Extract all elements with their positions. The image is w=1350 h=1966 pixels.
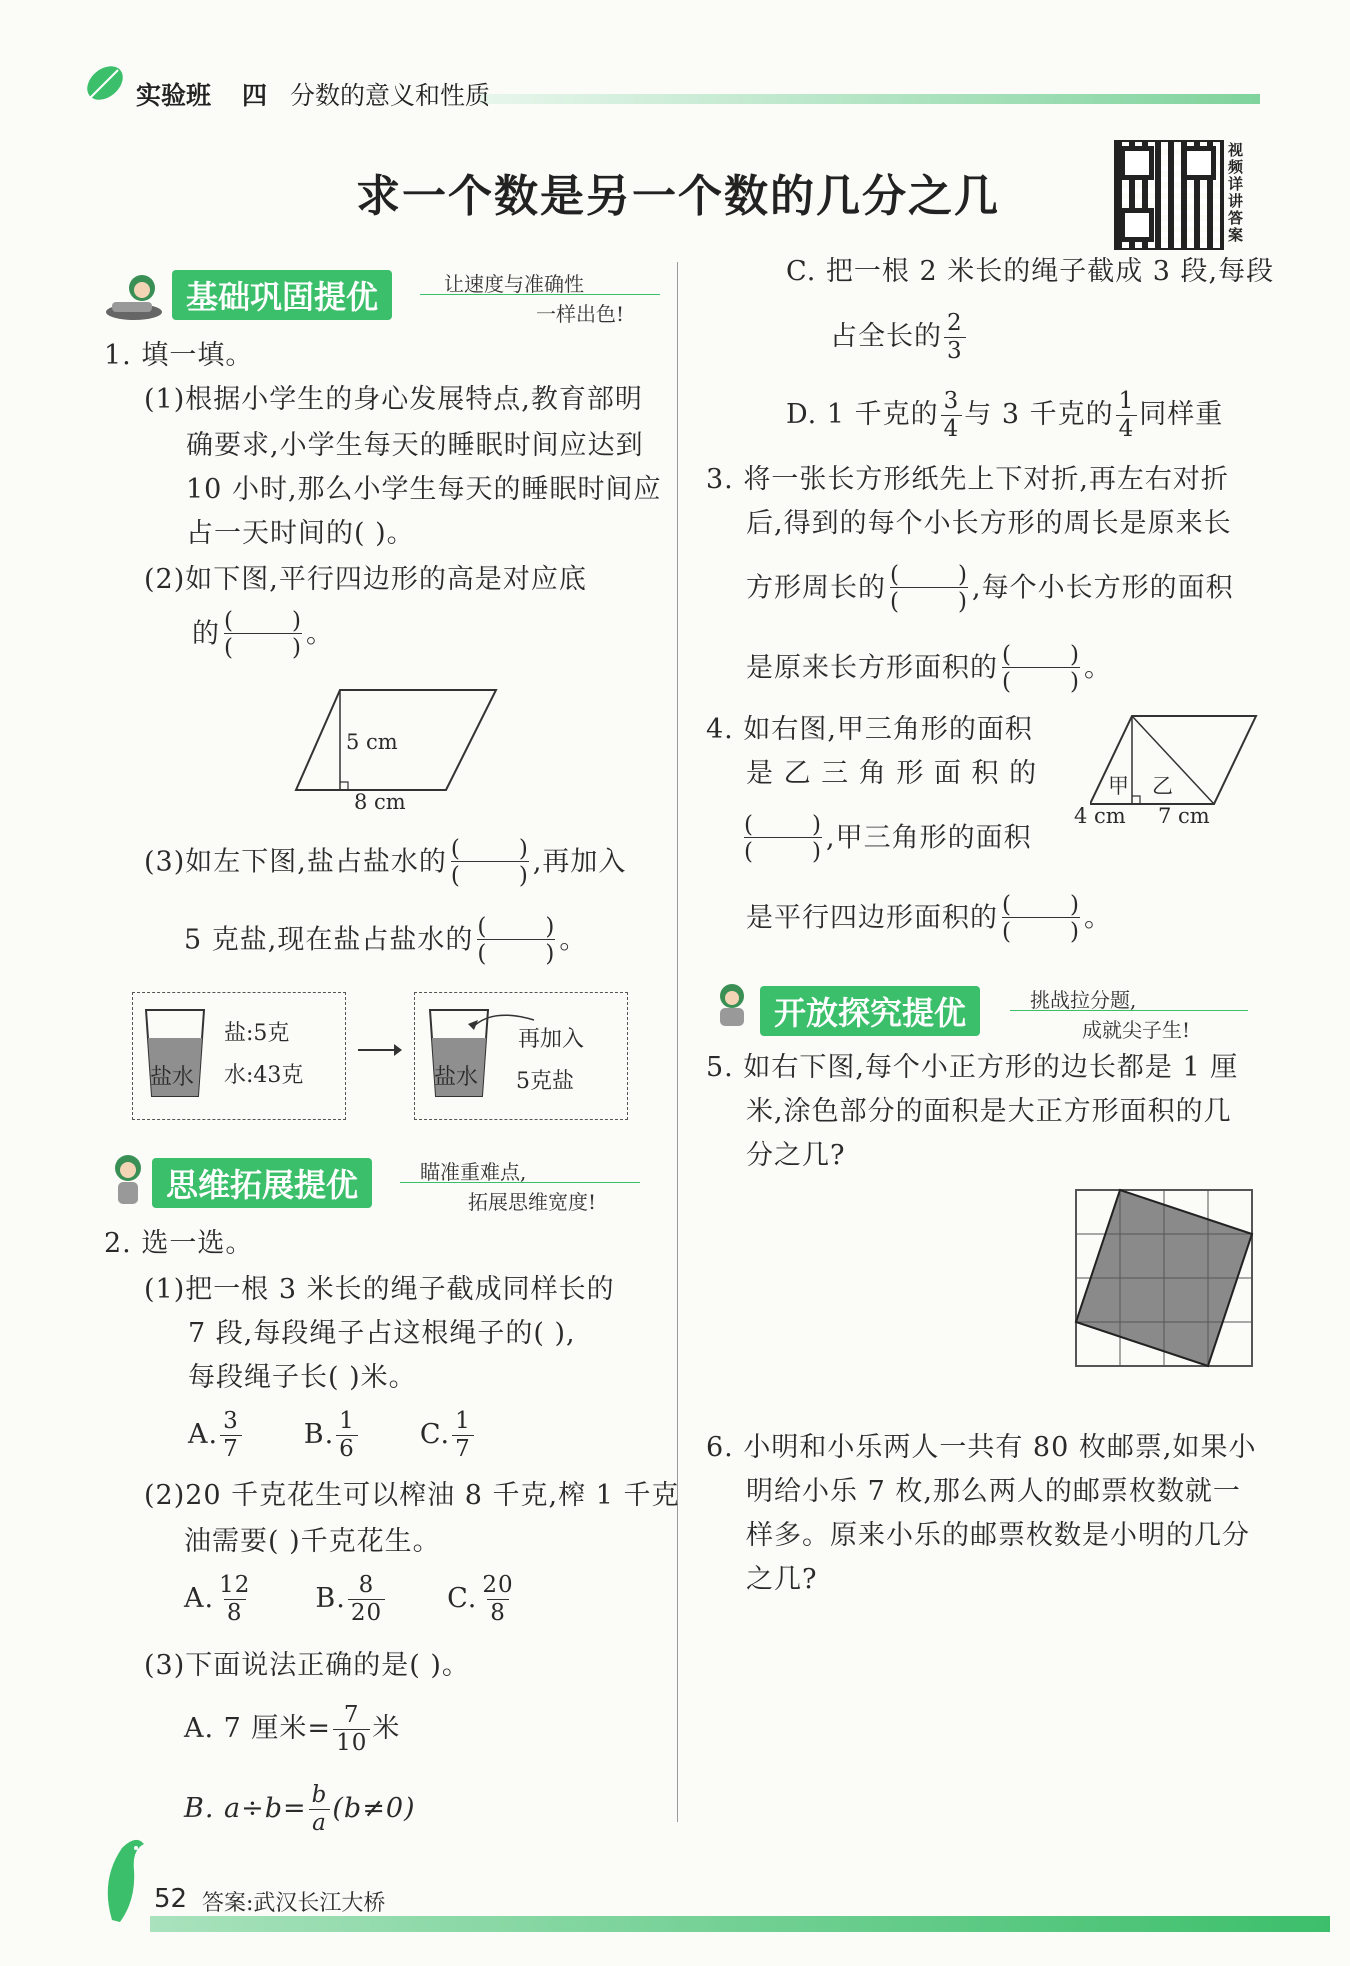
q1-p3-text-b: ,再加入: [532, 846, 627, 878]
numerator: 1: [339, 1408, 355, 1434]
option-b-text: B. a÷b=: [184, 1793, 307, 1824]
q2-p1-options: [188, 1410, 536, 1461]
section3-slogan-2: 成就尖子生!: [1082, 1018, 1191, 1042]
mascot-thinker-icon: [100, 1150, 156, 1210]
numerator: b: [311, 1782, 328, 1808]
q1-p2-suffix: 。: [306, 618, 334, 650]
section1-slogan-2: 一样出色!: [536, 302, 625, 326]
page-number: 52: [154, 1884, 188, 1914]
q1-p2-line1: (2)如下图,平行四边形的高是对应底: [144, 564, 587, 595]
denominator: 3: [944, 337, 966, 363]
q2-p1-option-a[interactable]: [188, 1410, 244, 1461]
q1-p2-prefix: 的: [192, 618, 220, 650]
q6-line1: 6. 小明和小乐两人一共有 80 枚邮票,如果小: [706, 1432, 1257, 1463]
denominator: 6: [336, 1435, 358, 1461]
cup-after-label: 盐水: [434, 1065, 479, 1090]
option-c-text: 占全长的: [830, 321, 942, 352]
footer-answer: 答案:武汉长江大桥: [202, 1891, 386, 1916]
q2-p2-option-c[interactable]: [447, 1574, 519, 1625]
denominator: 4: [941, 415, 963, 441]
denominator: 7: [452, 1435, 474, 1461]
q1-p1-line4: 占一天时间的( )。: [186, 518, 415, 549]
section2-slogan-1: 瞄准重难点,: [420, 1160, 527, 1184]
figure-height-label: 5 cm: [346, 730, 398, 754]
section2-banner: 思维拓展提优: [152, 1158, 372, 1208]
paren-close: ): [292, 608, 302, 634]
unit-title: 分数的意义和性质: [290, 81, 491, 110]
header-rule: [480, 94, 1260, 104]
salt-amount: 盐:5克: [224, 1021, 290, 1046]
column-divider: [677, 262, 678, 1822]
series-label: 实验班: [136, 81, 212, 110]
answer-blank-fraction[interactable]: [890, 564, 968, 614]
section2-rule: [400, 1182, 640, 1183]
q4-line3: [740, 814, 1032, 864]
denominator: 8: [224, 1599, 246, 1625]
page-title: 求一个数是另一个数的几分之几: [356, 171, 1000, 222]
q3-text-a: 方形周长的: [746, 572, 886, 604]
q5-line2: 米,涂色部分的面积是大正方形面积的几: [746, 1096, 1232, 1127]
dolphin-icon: [92, 1830, 156, 1930]
fraction: [220, 1410, 242, 1461]
answer-blank-fraction[interactable]: [224, 610, 302, 660]
option-key: A.: [184, 1583, 215, 1614]
figure-base-label: 8 cm: [354, 790, 406, 814]
q2-option-b[interactable]: [184, 1784, 416, 1835]
option-key: B.: [315, 1583, 346, 1614]
section1-banner: 基础巩固提优: [172, 270, 392, 320]
q3-text-b: ,每个小长方形的面积: [972, 572, 1234, 604]
denominator: 20: [348, 1599, 385, 1625]
q2-option-c-line2[interactable]: [830, 312, 968, 363]
paren-close: ): [812, 812, 822, 838]
fraction: [479, 1574, 516, 1625]
option-d-text-c: 同样重: [1139, 399, 1224, 430]
numerator: 2: [947, 310, 963, 336]
numerator: 20: [482, 1572, 514, 1598]
q2-p1-line1: (1)把一根 3 米长的绳子截成同样长的: [144, 1274, 615, 1305]
q4-line4: [746, 894, 1112, 944]
leaf-icon: [82, 60, 128, 106]
q3-line3: [746, 564, 1234, 614]
q2-option-c-line1[interactable]: C. 把一根 2 米长的绳子截成 3 段,每段: [786, 256, 1275, 287]
length-4cm-label: 4 cm: [1074, 804, 1126, 828]
q4-text-b: ,甲三角形的面积: [826, 822, 1032, 854]
denominator: 10: [333, 1729, 370, 1755]
answer-blank-fraction[interactable]: [1002, 894, 1080, 944]
answer-blank-fraction[interactable]: [744, 814, 822, 864]
paren-close: ): [1070, 642, 1080, 668]
paren-close: ): [1070, 919, 1080, 945]
numerator: 1: [455, 1408, 471, 1434]
fraction: [333, 1704, 370, 1755]
paren-open: (: [224, 635, 234, 661]
option-d-text-b: 与 3 千克的: [964, 399, 1114, 430]
q4-line2: 是 乙 三 角 形 面 积 的: [746, 758, 1038, 789]
q1-p3-text-c: 5 克盐,现在盐占盐水的: [184, 924, 474, 956]
q2-p2-line2: 油需要( )千克花生。: [184, 1526, 441, 1557]
denominator: 7: [220, 1435, 242, 1461]
q2-p2-options: [184, 1574, 579, 1625]
paren-open: (: [1002, 919, 1012, 945]
q2-p3-line1: (3)下面说法正确的是( )。: [144, 1650, 470, 1681]
paren-open: (: [890, 562, 900, 588]
fraction: [1116, 390, 1138, 441]
numerator: 8: [358, 1572, 375, 1598]
q1-p3-line2: [184, 916, 587, 966]
mascot-racer-icon: [102, 268, 172, 326]
fraction: [348, 1574, 385, 1625]
water-amount: 水:43克: [224, 1063, 304, 1088]
numerator: 1: [1118, 388, 1135, 414]
answer-blank-fraction[interactable]: [451, 838, 529, 888]
q2-p2-line1: (2)20 千克花生可以榨油 8 千克,榨 1 千克: [144, 1480, 680, 1511]
qr-corner-tl: [1120, 146, 1154, 180]
section2-slogan-2: 拓展思维宽度!: [468, 1190, 597, 1214]
option-key: C.: [447, 1583, 478, 1614]
denominator: 8: [487, 1599, 509, 1625]
denominator: 4: [1116, 415, 1138, 441]
q2-option-d[interactable]: [786, 390, 1223, 441]
q2-p2-option-a[interactable]: [184, 1574, 255, 1625]
answer-blank-fraction[interactable]: [477, 916, 555, 966]
q1-p3-text-d: 。: [559, 924, 588, 956]
paren-close: ): [1070, 892, 1080, 918]
paren-open: (: [744, 812, 754, 838]
paren-close: ): [958, 562, 968, 588]
numerator: 3: [223, 1408, 239, 1434]
mascot-explorer-icon: [706, 980, 762, 1030]
q1-p3-line1: [144, 838, 626, 888]
q6-line4: 之几?: [746, 1564, 818, 1595]
arrow-right-icon: [356, 1040, 404, 1060]
q4-text-d: 。: [1084, 902, 1112, 934]
grid-square-figure: [1072, 1186, 1256, 1370]
unit-number: 四: [242, 81, 268, 110]
q2-p1-option-c[interactable]: [420, 1410, 476, 1461]
paren-close: ): [518, 863, 529, 889]
triangle-jia-label: 甲: [1108, 774, 1129, 798]
option-b-cond: (b≠0): [332, 1793, 416, 1824]
q3-text-d: 。: [1084, 652, 1112, 684]
q2-option-a[interactable]: [184, 1704, 400, 1755]
q6-line2: 明给小乐 7 枚,那么两人的邮票枚数就一: [746, 1476, 1241, 1507]
q3-line2: 后,得到的每个小长方形的周长是原来长: [746, 508, 1232, 539]
paren-open: (: [1002, 892, 1012, 918]
q1-p1-line3: 10 小时,那么小学生每天的睡眠时间应: [186, 474, 662, 505]
q3-line4: [746, 644, 1112, 694]
q5-line1: 5. 如右下图,每个小正方形的边长都是 1 厘: [706, 1052, 1239, 1083]
q5-line3: 分之几?: [746, 1140, 846, 1171]
denominator: a: [309, 1809, 330, 1835]
numerator: 7: [343, 1702, 360, 1728]
paren-close: ): [518, 836, 529, 862]
option-key: A.: [188, 1419, 219, 1450]
q1-stem: 1. 填一填。: [104, 340, 254, 371]
cup-before-label: 盐水: [150, 1065, 195, 1090]
paren-close: ): [958, 589, 968, 615]
paren-open: (: [477, 941, 488, 967]
q2-stem: 2. 选一选。: [104, 1228, 254, 1259]
q2-p2-option-b[interactable]: [315, 1574, 387, 1625]
numerator: 12: [219, 1572, 251, 1598]
fraction: [336, 1410, 358, 1461]
fraction: [216, 1574, 253, 1625]
footer-band: [150, 1916, 1330, 1932]
paren-open: (: [450, 863, 461, 889]
q4-line1: 4. 如右图,甲三角形的面积: [706, 714, 1033, 745]
q2-p1-option-b[interactable]: [304, 1410, 360, 1461]
q3-text-c: 是原来长方形面积的: [746, 652, 998, 684]
q6-line3: 样多。原来小乐的邮票枚数是小明的几分: [746, 1520, 1250, 1551]
q1-p1-line2: 确要求,小学生每天的睡眠时间应达到: [186, 430, 644, 461]
qr-caption: 视频详讲答案: [1228, 141, 1244, 244]
paren-close: ): [545, 914, 556, 940]
paren-open: (: [744, 839, 754, 865]
qr-corner-tr: [1182, 146, 1216, 180]
add-text-2: 5克盐: [516, 1069, 574, 1094]
paren-close: ): [812, 839, 822, 865]
paren-open: (: [224, 608, 234, 634]
section1-slogan-1: 让速度与准确性: [444, 272, 584, 296]
option-a-unit: 米: [372, 1713, 401, 1744]
fraction: [941, 390, 963, 441]
triangle-yi-label: 乙: [1152, 774, 1173, 798]
numerator: 3: [943, 388, 960, 414]
section1-rule: [420, 294, 660, 295]
answer-blank-fraction[interactable]: [1002, 644, 1080, 694]
paren-open: (: [450, 836, 461, 862]
paren-open: (: [1002, 669, 1012, 695]
paren-close: ): [545, 941, 556, 967]
length-7cm-label: 7 cm: [1158, 804, 1210, 828]
option-key: C.: [419, 1419, 451, 1450]
option-a-text: A. 7 厘米=: [184, 1713, 332, 1744]
add-text-1: 再加入: [518, 1027, 585, 1052]
paren-close: ): [292, 635, 302, 661]
q1-p3-text-a: (3)如左下图,盐占盐水的: [144, 846, 447, 878]
qr-corner-bl: [1120, 208, 1154, 242]
q1-p2-line2: [192, 610, 334, 660]
option-key: B.: [303, 1419, 335, 1450]
fraction: [944, 312, 966, 363]
section3-slogan-1: 挑战拉分题,: [1030, 988, 1137, 1012]
fraction: [452, 1410, 474, 1461]
q2-p1-line3: 每段绳子长( )米。: [188, 1362, 417, 1393]
q3-line1: 3. 将一张长方形纸先上下对折,再左右对折: [706, 464, 1229, 495]
option-d-text-a: D. 1 千克的: [786, 399, 939, 430]
q4-text-c: 是平行四边形面积的: [746, 902, 998, 934]
section3-banner: 开放探究提优: [760, 986, 980, 1036]
section3-rule: [1010, 1010, 1248, 1011]
paren-open: (: [1002, 642, 1012, 668]
q2-p1-line2: 7 段,每段绳子占这根绳子的( ),: [188, 1318, 576, 1349]
paren-close: ): [1070, 669, 1080, 695]
paren-open: (: [477, 914, 488, 940]
paren-open: (: [890, 589, 900, 615]
fraction: [309, 1784, 331, 1835]
q1-p1-line1: (1)根据小学生的身心发展特点,教育部明: [144, 384, 643, 415]
